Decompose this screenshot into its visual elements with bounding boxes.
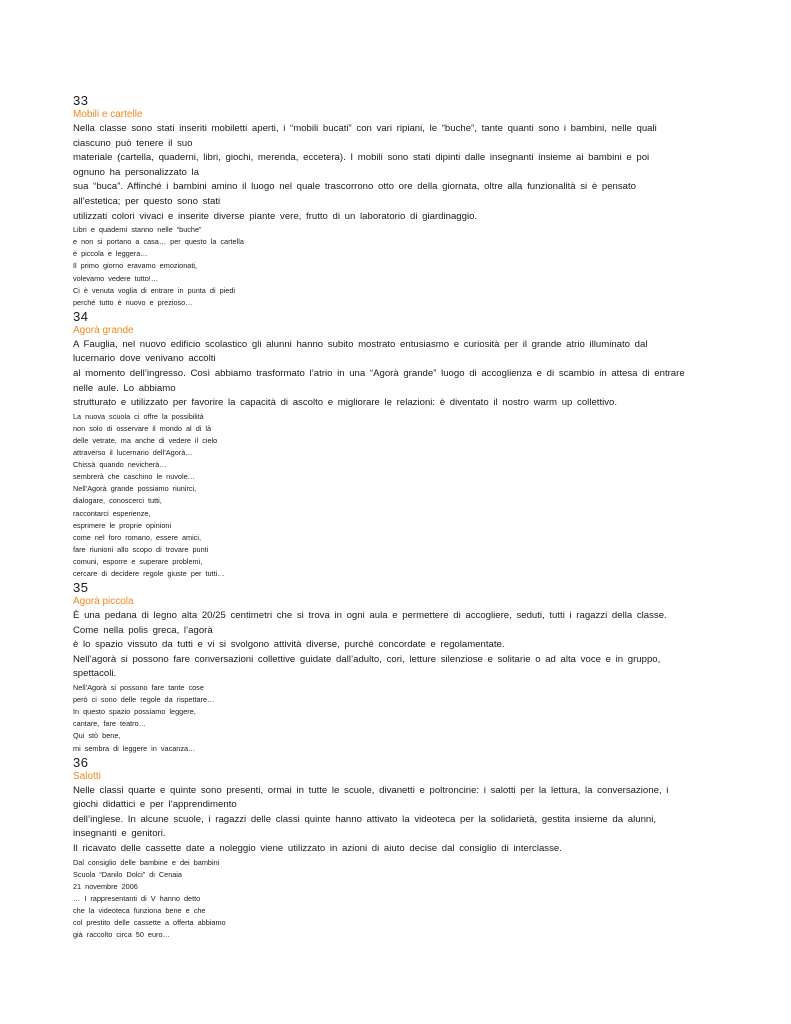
quote-line: In questo spazio possiamo leggere, <box>73 707 196 717</box>
quote-line: … I rappresentanti di V hanno detto <box>73 893 201 903</box>
section-body <box>73 609 723 682</box>
quote-line: volevamo vedere tutto!… <box>73 273 159 283</box>
section-33 <box>73 93 723 309</box>
section-title: Agorà piccola <box>73 596 134 608</box>
quote-line: sembrerà che caschino le nuvole… <box>73 472 195 482</box>
body-line: spettacoli. <box>73 668 117 680</box>
body-line: sua “buca”. Affinché i bambini amino il luogo nel quale trascorrono otto ore della giornata, oltre alla funzionalità si è pensato <box>73 181 636 193</box>
quote-line: e non si portano a casa… per questo la cartella <box>73 237 244 247</box>
body-line: Nelle classi quarte e quinte sono presenti, ormai in tutte le scuole, divanetti e poltroncine: i salotti per la lettura, la conversazione, i <box>73 784 669 796</box>
quote-line: Nell’Agorà grande possiamo riunirci, <box>73 484 197 494</box>
body-line: all’estetica; per questo sono stati <box>73 195 221 207</box>
quote-line: Qui stò bene, <box>73 731 121 741</box>
quote-line: delle vetrate, ma anche di vedere il cielo <box>73 435 218 445</box>
quote-line: Nell’Agorà si possono fare tante cose <box>73 683 204 693</box>
body-line: materiale (cartella, quaderni, libri, giochi, merenda, eccetera). I mobili sono stati dipinti dalle insegnanti insieme ai bambini e poi <box>73 152 650 164</box>
quote-line: non solo di osservare il mondo al di là <box>73 423 212 433</box>
body-line: lucernario dove venivano accolti <box>73 353 216 365</box>
quote-line: mi sembra di leggere in vacanza… <box>73 743 196 753</box>
quote-line: già raccolto circa 50 euro… <box>73 930 170 940</box>
quote-line: perché tutto è nuovo e prezioso… <box>73 297 193 307</box>
quote-line: Chissà quando nevicherà… <box>73 460 167 470</box>
body-line: dell’inglese. In alcune scuole, i ragazzi delle classi quinte hanno attivato la videoteca per la solidarietà, gestita insieme da alunni, <box>73 813 657 825</box>
section-34 <box>73 309 723 580</box>
quote-line: La nuova scuola ci offre la possibilità <box>73 411 204 421</box>
body-line: È una pedana di legno alta 20/25 centimetri che si trova in ogni aula e permettere di accogliere, seduti, tutti i ragazzi della classe. <box>73 610 667 622</box>
section-quote <box>73 411 723 580</box>
body-line: Il ricavato delle cassette date a noleggio viene utilizzato in azioni di aiuto decise dal consiglio di interclasse. <box>73 843 562 854</box>
body-line: utilizzati colori vivaci e inserite diverse piante vere, frutto di un laboratorio di giardinaggio. <box>73 210 478 222</box>
quote-line: che la videoteca funziona bene e che <box>73 905 206 915</box>
quote-line: Libri e quaderni stanno nelle “buche” <box>73 225 202 235</box>
section-quote <box>73 857 723 942</box>
body-line: ciascuno può tenere il suo <box>73 137 193 149</box>
body-line: giochi didattici e per l’apprendimento <box>73 799 237 811</box>
quote-line: esprimere le proprie opinioni <box>73 520 172 530</box>
section-number: 33 <box>73 93 89 108</box>
body-line: A Fauglia, nel nuovo edificio scolastico gli alunni hanno subito mostrato entusiasmo e curiosità per il grande atrio illuminato dal <box>73 338 648 350</box>
section-title: Salotti <box>73 770 101 782</box>
quote-line: 21 novembre 2006 <box>73 881 138 891</box>
document-page <box>73 93 723 941</box>
section-quote <box>73 682 723 755</box>
body-line: nelle aule. Lo abbiamo <box>73 382 176 394</box>
quote-line: cantare, fare teatro… <box>73 719 146 729</box>
body-line: Nell’agorà si possono fare conversazioni collettive guidate dall’adulto, cori, letture silenziose e solitarie o ad alta voce e in gruppo, <box>73 653 661 665</box>
body-line: Nella classe sono stati inseriti mobiletti aperti, i “mobili bucati” con vari ripiani, le “buche”, tante quanti sono i bambini, nelle quali <box>73 123 657 134</box>
section-body <box>73 338 723 411</box>
quote-line: dialogare, conoscerci tutti, <box>73 496 162 506</box>
section-title: Agorà grande <box>73 324 134 336</box>
section-body <box>73 784 723 857</box>
section-36 <box>73 755 723 942</box>
quote-line: col prestito delle cassette a offerta abbiamo <box>73 918 226 928</box>
section-number: 36 <box>73 754 89 770</box>
quote-line: però ci sono delle regole da rispettare… <box>73 695 215 705</box>
quote-line: raccontarci esperienze, <box>73 508 151 518</box>
body-line: strutturato e utilizzato per favorire la capacità di ascolto e migliorare le relazioni: è diventato il nostro warm up collettivo. <box>73 397 618 409</box>
quote-line: è piccola e leggera… <box>73 249 148 259</box>
section-number: 35 <box>73 580 89 596</box>
quote-line: fare riunioni allo scopo di trovare punti <box>73 544 209 554</box>
body-line: Come nella polis greca, l’agorà <box>73 624 213 636</box>
quote-line: Scuola “Danilo Dolci” di Cenaia <box>73 869 182 879</box>
quote-line: Dal consiglio delle bambine e dei bambini <box>73 857 220 867</box>
quote-line: attraverso il lucernario dell’Agorà… <box>73 448 193 458</box>
body-line: al momento dell’ingresso. Così abbiamo trasformato l’atrio in una “Agorà grande” luogo di accoglienza e di scambio in attesa di entrare <box>73 368 685 379</box>
section-number: 34 <box>73 308 89 324</box>
section-body <box>73 122 723 224</box>
section-35 <box>73 580 723 755</box>
quote-line: comuni, esporre e superare problemi, <box>73 556 203 566</box>
quote-line: Ci è venuta voglia di entrare in punta di piedi <box>73 285 236 295</box>
section-title: Mobili e cartelle <box>73 109 143 120</box>
body-line: è lo spazio vissuto da tutti e vi si svolgono attività diverse, purché concordate e regolamentate. <box>73 639 505 651</box>
quote-line: Il primo giorno eravamo emozionati, <box>73 261 197 271</box>
section-quote <box>73 224 723 309</box>
quote-line: come nel foro romano, essere amici, <box>73 532 202 542</box>
body-line: ognuno ha personalizzato la <box>73 166 200 178</box>
quote-line: cercare di decidere regole giuste per tutti… <box>73 569 225 578</box>
body-line: insegnanti e genitori. <box>73 828 166 840</box>
